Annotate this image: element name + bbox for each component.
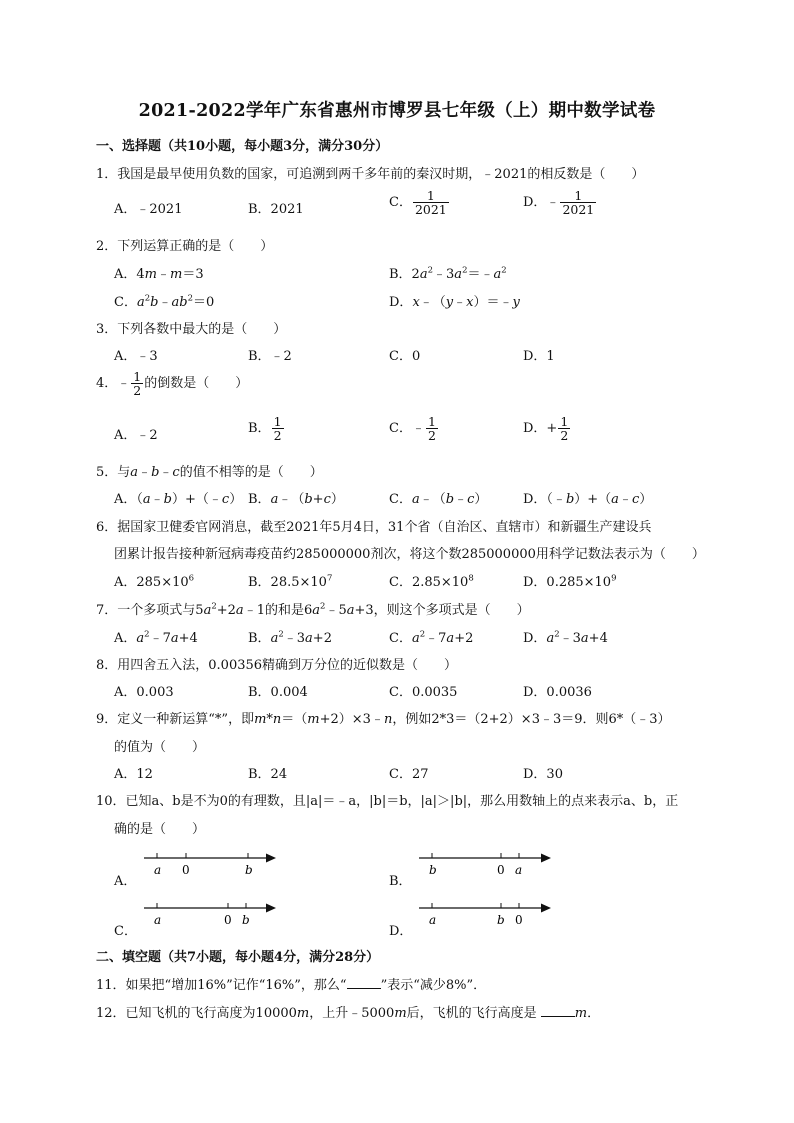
q1-option-c: C． $\frac{1}{2021}$ bbox=[389, 188, 447, 218]
q7-option-a: A．$a^2﹣7a+4$ bbox=[114, 629, 198, 646]
q9-option-a: A．12 bbox=[114, 767, 153, 782]
q6-option-c: C．$2.85\times 10^8$ bbox=[389, 573, 474, 590]
q10-c-point-b: b bbox=[242, 913, 250, 927]
q10-b-point-a: a bbox=[515, 863, 523, 877]
question-6-line1: 6．据国家卫健委官网消息，截至2021年5月4日，31个省（自治区、直辖市）和新疆生产建设兵 bbox=[96, 520, 652, 535]
q11-blank bbox=[347, 978, 381, 989]
q10-b-point-b: b bbox=[429, 863, 437, 877]
q4-option-d: D．+ $\frac{1}{2}$ bbox=[523, 414, 569, 444]
q2-option-a: A．4m﹣m＝3 bbox=[114, 267, 204, 282]
q10-option-b-label: B． bbox=[389, 874, 412, 889]
q1-option-a: A．﹣2021 bbox=[114, 202, 183, 217]
q4-option-c: C．﹣ $\frac{1}{2}$ bbox=[389, 414, 436, 444]
q10-number-line-b bbox=[415, 848, 555, 878]
q10-d-point-a: a bbox=[429, 913, 437, 927]
q3-option-c: C．0 bbox=[389, 349, 421, 364]
question-8-stem: 8．用四舍五入法，0.00356精确到万分位的近似数是（ ） bbox=[96, 658, 458, 673]
q7-option-d: D．$a^2﹣3a+4$ bbox=[523, 629, 608, 646]
q3-option-d: D．1 bbox=[523, 349, 555, 364]
q7-option-b: B．$a^2﹣3a+2$ bbox=[248, 629, 332, 646]
q10-a-point-a: a bbox=[154, 863, 162, 877]
question-3-stem: 3．下列各数中最大的是（ ） bbox=[96, 322, 287, 337]
q9-option-d: D．30 bbox=[523, 767, 563, 782]
q10-option-c-label: C． bbox=[114, 924, 137, 939]
q10-c-zero: 0 bbox=[224, 913, 232, 927]
question-11: 11．如果把“增加16%”记作“16%”，那么“ ”表示“减少8%”． bbox=[96, 978, 487, 993]
q2-option-d: D．x﹣（y﹣x）＝﹣y bbox=[389, 295, 520, 310]
q10-number-line-a bbox=[140, 848, 280, 878]
question-6-line2: 团累计报告接种新冠病毒疫苗约285000000剂次，将这个数285000000用科学记数法表示为（ ） bbox=[114, 547, 705, 562]
q1-option-d: D．﹣ $\frac{1}{2021}$ bbox=[523, 188, 595, 218]
q4-option-a: A．﹣2 bbox=[114, 428, 158, 443]
q10-c-point-a: a bbox=[154, 913, 162, 927]
q4-fraction: $\frac{1}{2}$ bbox=[133, 369, 142, 399]
q3-option-a: A．﹣3 bbox=[114, 349, 158, 364]
question-12: 12．已知飞机的飞行高度为10000m，上升﹣5000m后，飞机的飞行高度是 m． bbox=[96, 1006, 601, 1021]
q4-option-b: B． $\frac{1}{2}$ bbox=[248, 414, 282, 444]
section-choice-heading: 一、选择题（共10小题，每小题3分，满分30分） bbox=[96, 139, 389, 154]
q5-option-b: B．a﹣（b+c） bbox=[248, 492, 344, 507]
q5-option-a: A．（a﹣b）+（﹣c） bbox=[114, 492, 243, 507]
section-fill-heading: 二、填空题（共7小题，每小题4分，满分28分） bbox=[96, 950, 380, 965]
q10-number-line-c bbox=[140, 898, 280, 928]
q5-option-d: D．（﹣b）+（a﹣c） bbox=[523, 492, 653, 507]
q6-option-a: A．$285\times 10^6$ bbox=[114, 573, 195, 590]
q10-d-point-b: b bbox=[497, 913, 505, 927]
q9-option-b: B．24 bbox=[248, 767, 288, 782]
question-10-line2: 确的是（ ） bbox=[114, 822, 206, 837]
q1-c-fraction: $\frac{1}{2021}$ bbox=[414, 188, 447, 218]
q3-option-b: B．﹣2 bbox=[248, 349, 292, 364]
q10-a-zero: 0 bbox=[182, 863, 190, 877]
question-4-stem: 4．﹣ $\frac{1}{2}$ 的倒数是（ ） bbox=[96, 369, 249, 399]
question-2-stem: 2．下列运算正确的是（ ） bbox=[96, 239, 274, 254]
q8-option-a: A．0.003 bbox=[114, 685, 174, 700]
q10-b-zero: 0 bbox=[497, 863, 505, 877]
q10-d-zero: 0 bbox=[515, 913, 523, 927]
question-5-stem: 5．与a﹣b﹣c的值不相等的是（ ） bbox=[96, 465, 323, 480]
q5-option-c: C．a﹣（b﹣c） bbox=[389, 492, 488, 507]
q12-blank bbox=[541, 1006, 575, 1017]
q10-option-a-label: A． bbox=[114, 874, 137, 889]
q10-a-point-b: b bbox=[245, 863, 253, 877]
q2-option-b: B．$2a^2﹣3a^2=﹣a^2$ bbox=[389, 265, 507, 282]
q1-d-fraction: $\frac{1}{2021}$ bbox=[562, 188, 595, 218]
q10-number-line-d bbox=[415, 898, 555, 928]
q2-option-c: C．$a^2b﹣ab^2=0$ bbox=[114, 293, 215, 310]
q8-option-b: B．0.004 bbox=[248, 685, 308, 700]
question-9-line1: 9．定义一种新运算“*”，即m*n＝（m+2）×3﹣n，例如2*3＝（2+2）×3﹣3＝9．则6*（﹣3） bbox=[96, 712, 671, 727]
question-9-line2: 的值为（ ） bbox=[114, 740, 206, 755]
q6-option-b: B．$28.5\times 10^7$ bbox=[248, 573, 333, 590]
q6-option-d: D．$0.285\times 10^9$ bbox=[523, 573, 617, 590]
question-7-stem: 7．一个多项式与$5a^2+2a﹣1$的和是$6a^2﹣5a+3$，则这个多项式是（ ） bbox=[96, 601, 530, 618]
question-10-line1: 10．已知a、b是不为0的有理数，且|a|＝﹣a，|b|＝b，|a|＞|b|，那么用数轴上的点来表示a、b，正 bbox=[96, 794, 679, 809]
q8-option-c: C．0.0035 bbox=[389, 685, 458, 700]
q1-option-b: B．2021 bbox=[248, 202, 304, 217]
q10-option-d-label: D． bbox=[389, 924, 413, 939]
q7-option-c: C．$a^2﹣7a+2$ bbox=[389, 629, 474, 646]
q9-option-c: C．27 bbox=[389, 767, 429, 782]
question-1-stem: 1．我国是最早使用负数的国家，可追溯到两千多年前的秦汉时期，﹣2021的相反数是（ ） bbox=[96, 167, 645, 182]
q8-option-d: D．0.0036 bbox=[523, 685, 592, 700]
exam-title: 2021-2022学年广东省惠州市博罗县七年级（上）期中数学试卷 bbox=[138, 101, 656, 121]
